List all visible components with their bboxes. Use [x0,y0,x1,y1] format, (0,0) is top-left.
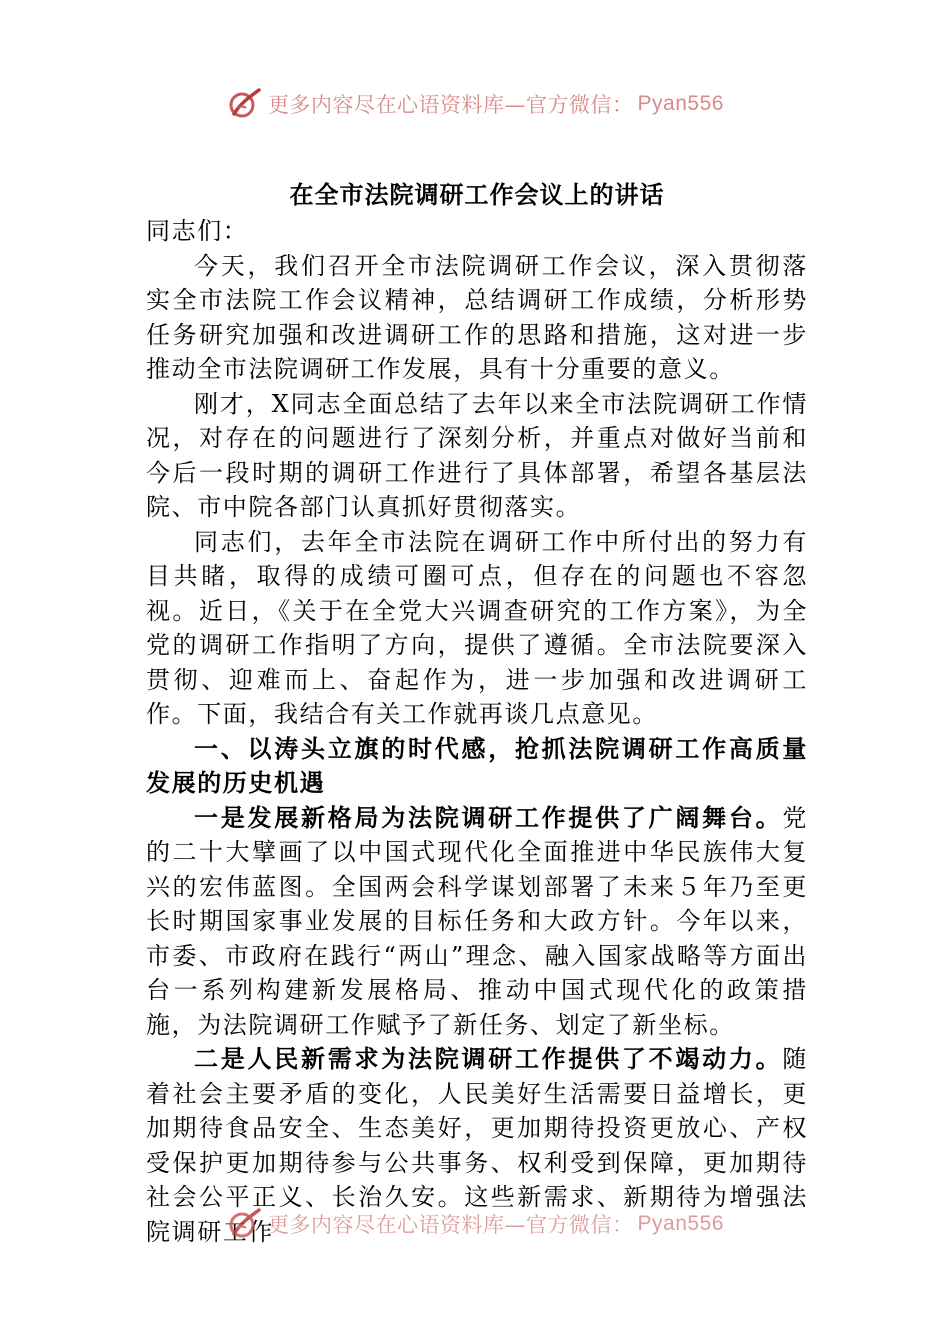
watermark-text: 更多内容尽在心语资料库—官方微信： [268,1213,634,1237]
brush-logo-icon [226,86,262,122]
paragraph-1: 今天，我们召开全市法院调研工作会议，深入贯彻落实全市法院工作会议精神，总结调研工作成绩，分析形势任务研究加强和改进调研工作的思路和措施，这对进一步推动全市法院调研工作发展，具有十分重要的意义。 [146,251,808,383]
paragraph-4-lead: 一是发展新格局为法院调研工作提供了广阔舞台。 [194,802,783,832]
paragraph-3: 同志们，去年全市法院在调研工作中所付出的努力有目共睹，取得的成绩可圈可点，但存在的问题也不容忽视。近日，《关于在全党大兴调查研究的工作方案》，为全党的调研工作指明了方向，提供了遵循。全市法院要深入贯彻、迎难而上、奋起作为，进一步加强和改进调研工作。下面，我结合有关工作就再谈几点意见。 [146,527,808,728]
paragraph-4 [146,801,808,1043]
paragraph-5-text: 随着社会主要矛盾的变化，人民美好生活需要日益增长，更加期待食品安全、生态美好，更加期待投资更放心、产权受保护更加期待参与公共事务、权利受到保障，更加期待社会公平正义、长治久安。这些新需求、新期待为增强法院调研工作 [146,1045,808,1246]
watermark-footer [0,1204,950,1244]
watermark-id: Pyan556 [637,92,724,115]
section-heading-1: 一、以涛头立旗的时代感，抢抓法院调研工作高质量发展的历史机遇 [146,733,808,797]
brush-logo-icon [226,1206,262,1242]
watermark-header [0,84,950,124]
salutation: 同志们： [146,217,249,245]
document-title: 在全市法院调研工作会议上的讲话 [289,180,665,209]
paragraph-2: 刚才，X同志全面总结了去年以来全市法院调研工作情况，对存在的问题进行了深刻分析，并重点对做好当前和今后一段时期的调研工作进行了具体部署，希望各基层法院、市中院各部门认真抓好贯彻落实。 [146,389,808,521]
paragraph-5-lead: 二是人民新需求为法院调研工作提供了不竭动力。 [194,1044,783,1073]
watermark-text: 更多内容尽在心语资料库—官方微信： [268,93,634,117]
document-body [146,176,808,1249]
paragraph-4-text: 党的二十大擘画了以中国式现代化全面推进中华民族伟大复兴的宏伟蓝图。全国两会科学谋划部署了未来５年乃至更长时期国家事业发展的目标任务和大政方针。今年以来，市委、市政府在践行“两山”理念、融入国家战略等方面出台一系列构建新发展格局、推动中国式现代化的政策措施，为法院调研工作赋予了新任务、划定了新坐标。 [146,803,808,1039]
watermark-id: Pyan556 [637,1212,724,1235]
